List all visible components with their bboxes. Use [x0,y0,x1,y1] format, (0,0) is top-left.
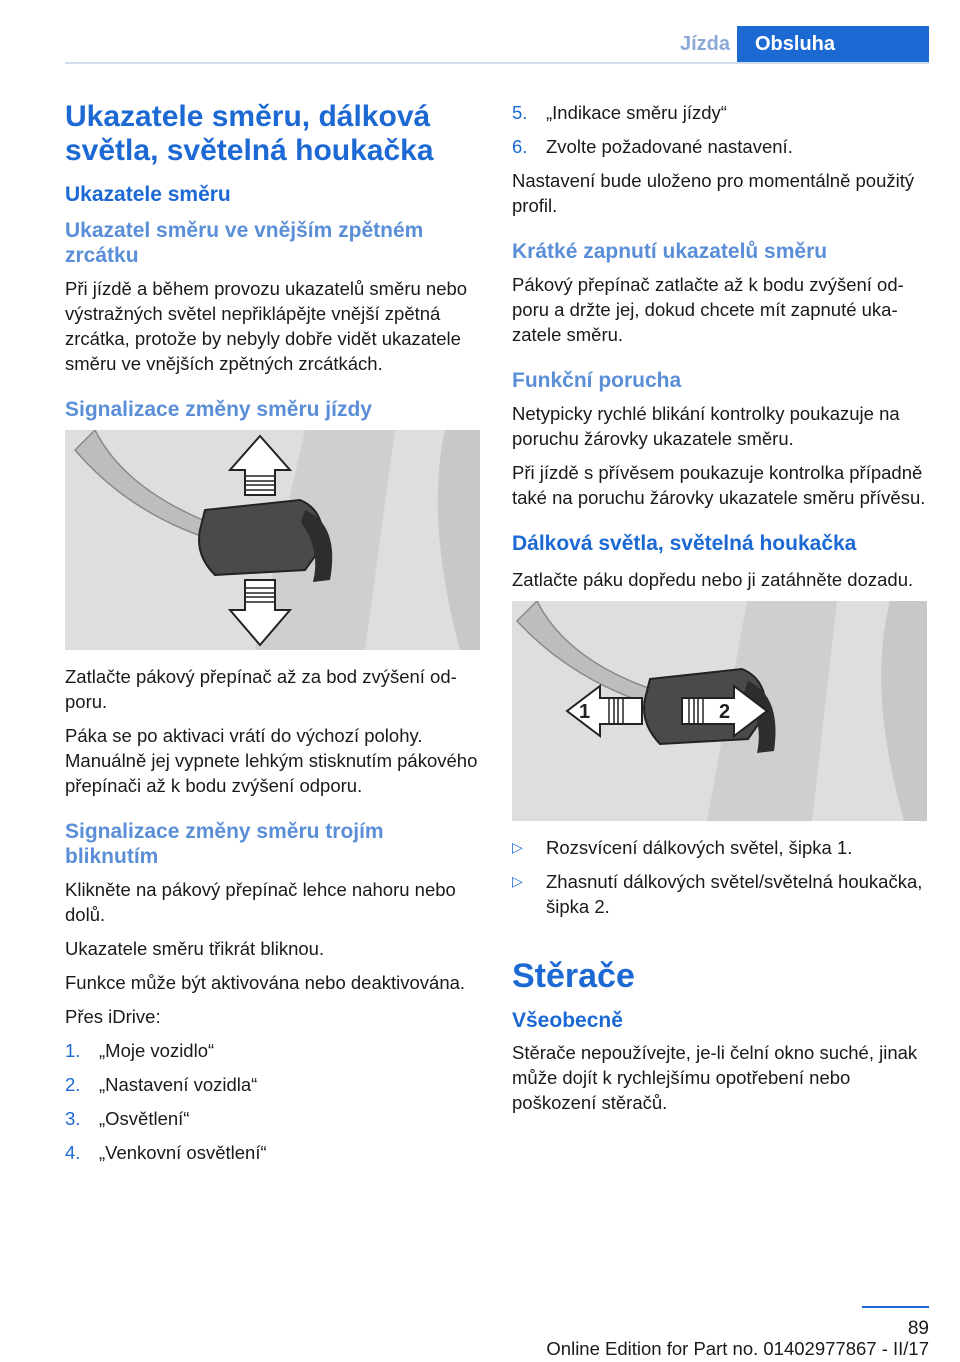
subheading-mirror-indicator: Ukazatel směru ve vnějším zpětném zrcátku [65,219,424,267]
edition-footer: Online Edition for Part no. 01402977867 - II/17 [546,1338,929,1359]
subheading-short-signal: Krátké zapnutí ukazatelů směru [512,240,828,263]
triangle-bullet-icon: ▷ [512,839,523,855]
paragraph: Při jízdě a během provozu ukazatelů směru nebo výstražných světel nepřiklápějte vnější zpětná zrcátka, protože by nebyly dobře vidět ukazatele směru ve vnějších zpětných zrcátkách. [65,278,468,374]
list-item: 5. „Indikace směru jízdy“ [512,102,727,123]
list-item: 2. „Nastavení vozidla“ [65,1074,258,1095]
paragraph: Stěrače nepoužívejte, je-li čelní okno suché, jinak může dojít k rychlejšímu opotřebení nebo poškození stěračů. [512,1042,918,1113]
list-item: 1. „Moje vozidlo“ [65,1040,215,1061]
paragraph: Přes iDrive: [65,1006,161,1027]
arrow-label-1: 1 [579,701,591,723]
tab-obsluha[interactable]: Obsluha [737,26,929,62]
idrive-steps-continued [512,100,928,159]
right-column [512,100,928,1124]
header-divider [65,62,929,64]
tab-jizda[interactable]: Jízda [679,32,730,55]
list-item: ▷ Rozsvícení dálkových světel, šipka 1. [512,837,853,858]
page-number: 89 [907,1318,929,1339]
wipers-title: Stěrače [512,957,635,995]
paragraph: Funkce může být aktivována nebo deaktivována. [65,972,466,993]
paragraph: Netypicky rychlé blikání kontrolky poukazuje na poruchu žárovky ukazatele směru. [512,403,900,449]
list-item: 3. „Osvětlení“ [65,1108,190,1129]
list-item: ▷ Zhasnutí dálkových světel/světelná houkačka, šipka 2. [512,871,923,917]
paragraph: Ukazatele směru třikrát bliknou. [65,938,325,959]
subheading-malfunction: Funkční porucha [512,369,682,392]
subheading-triple-blink: Signalizace změny směru trojím bliknutím [65,820,384,868]
subheading-turn-signal: Signalizace změny směru jízdy [65,398,372,421]
paragraph: Klikněte na pákový přepínač lehce nahoru nebo dolů. [65,879,456,925]
paragraph: Zatlačte páku dopředu nebo ji zatáhněte dozadu. [512,569,914,590]
arrow-label-2: 2 [719,701,731,723]
triangle-bullet-icon: ▷ [512,873,523,889]
subheading-high-beam: Dálková světla, světelná houkačka [512,532,857,555]
section-heading: Ukazatele směru [65,183,231,206]
subheading-general: Všeobecně [512,1009,623,1032]
paragraph: Pákový přepínač zatlačte až k bodu zvýšení odporu a držte jej, dokud chcete mít zapnuté ukazatele směru. [512,274,904,345]
paragraph: Nastavení bude uloženo pro momentálně použitý profil. [512,170,915,216]
page-title: Ukazatele směru, dálková světla, světelná houkačka [65,100,434,167]
figure-stalk-up-down [65,430,480,650]
figure-stalk-forward-back [512,601,927,821]
list-item: 4. „Venkovní osvětlení“ [65,1142,267,1163]
paragraph: Zatlačte pákový přepínač až za bod zvýšení odporu. [65,666,457,712]
left-column [65,100,481,1174]
high-beam-list [512,835,928,919]
idrive-steps [65,1038,481,1165]
page-number-rule [862,1306,929,1308]
paragraph: Při jízdě s přívěsem poukazuje kontrolka případně také na poruchu žárovky ukazatele směru přívěsu. [512,462,926,508]
paragraph: Páka se po aktivaci vrátí do výchozí polohy. Manuálně jej vypnete lehkým stisknutím pákového přepínači až k bodu zvýšení odporu. [65,725,478,796]
list-item: 6. Zvolte požadované nastavení. [512,136,793,157]
